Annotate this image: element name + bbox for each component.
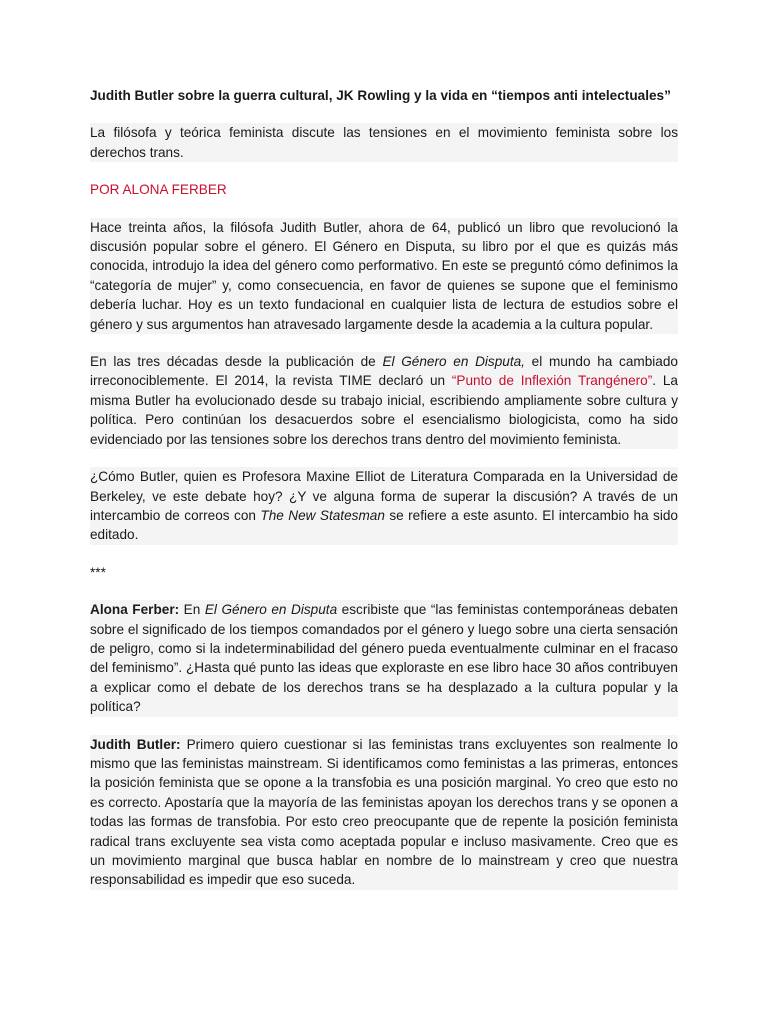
interviewer-name: Alona Ferber:: [90, 602, 180, 618]
document-page: [90, 86, 678, 908]
q1-text-a: En: [179, 602, 205, 618]
section-separator: ***: [90, 564, 106, 580]
a1-text: Primero quiero cuestionar si las feministas trans excluyentes son realmente lo mismo que las feministas mainstream. Si identificamos como feministas a las primeras, entonces la posición feminista que se opone a la transfobia es una posición marginal. Yo creo que esto no es correcto. Apostaría que la mayoría de las feministas apoyan los derechos trans y se oponen a todas las formas de transfobia. Por esto creo preocupante que de repente la posición feminista radical trans excluyente sea vista como aceptada popular e incluso masivamente. Creo que es un movimiento marginal que busca hablar en nombre de lo mainstream y creo que nuestra responsabilidad es impedir que eso suceda.: [90, 736, 678, 888]
interviewee-name: Judith Butler:: [90, 736, 181, 752]
q1-book-title-italic: El Género en Disputa: [204, 602, 338, 618]
paragraph-intro: Hace treinta años, la filósofa Judith Butler, ahora de 64, publicó un libro que revolucionó la discusión popular sobre el género. El Género en Disputa, su libro por el que es quizás más conocida, introdujo la idea del género como performativo. En este se preguntó cómo definimos la “categoría de mujer” y, como consecuencia, en favor de quienes se supone que el feminismo debería luchar. Hoy es un texto fundacional en cualquier lista de lectura de estudios sobre el género y sus argumentos han atravesado largamente desde la academia a la cultura popular.: [90, 218, 678, 334]
p2-text-b: el mundo ha cambiado irreconociblemente. El 2014, la revista TIME declaró un: [90, 354, 678, 389]
p2-text-a: En las tres décadas desde la publicación de: [90, 354, 383, 370]
p2-text-c: . La misma Butler ha evolucionado desde su trabajo inicial, escribiendo ampliamente sobre cultura y política. Pero continúan los desacuerdos sobre el esencialismo biologicista, como ha sido evidenciado por las tensiones sobre los derechos trans dentro del movimiento feminista.: [90, 373, 678, 447]
paragraph-interview-intro: [90, 467, 678, 545]
book-title-italic: El Género en Disputa,: [382, 354, 525, 370]
q1-text-b: escribiste que “las feministas contemporáneas debaten sobre el significado de los tiempos comandados por el género y luego sobre una cierta sensación de peligro, como si la indeterminabilidad del género pueda eventualmente culminar en el fracaso del feminismo”. ¿Hasta qué punto las ideas que exploraste en ese libro hace 30 años contribuyen a explicar como el debate de los derechos trans se ha desplazado a la cultura popular y la política?: [90, 602, 678, 715]
article-subtitle: La filósofa y teórica feminista discute las tensiones en el movimiento feminista sobre los derechos trans.: [90, 123, 678, 162]
p3-text-a: ¿Cómo Butler, quien es Profesora Maxine Elliot de Literatura Comparada en la Universidad de Berkeley, ve este debate hoy? ¿Y ve alguna forma de superar la discusión? A través de un intercambio de correos con: [90, 469, 678, 523]
question-1: [90, 600, 678, 716]
time-article-link[interactable]: “Punto de Inflexión Trangénero”: [451, 373, 653, 389]
answer-1: [90, 735, 678, 890]
p3-text-b: se refiere a este asunto. El intercambio ha sido editado.: [90, 507, 678, 543]
article-title: Judith Butler sobre la guerra cultural, JK Rowling y la vida en “tiempos anti intelectuales”: [90, 88, 671, 103]
publication-name-italic: The New Statesman: [260, 507, 385, 523]
byline: POR ALONA FERBER: [90, 182, 227, 198]
paragraph-context: [90, 352, 678, 449]
